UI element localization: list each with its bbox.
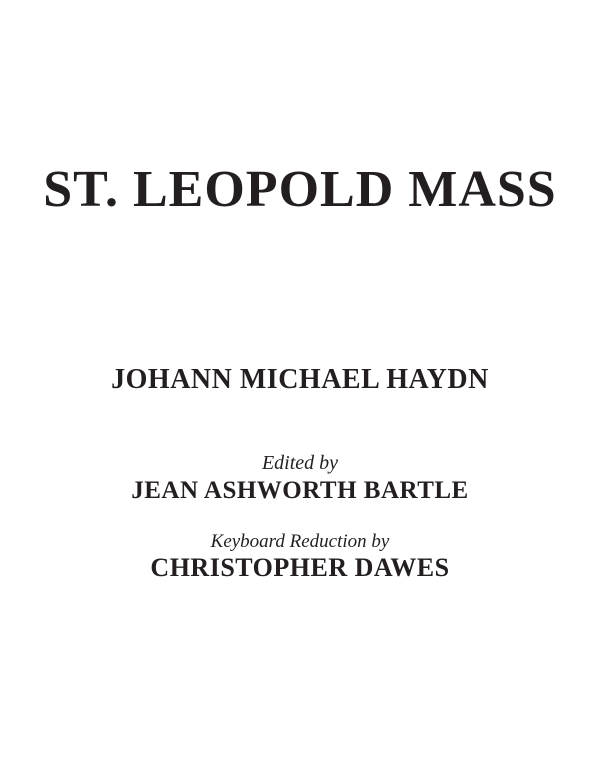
composer-name: JOHANN MICHAEL HAYDN bbox=[111, 364, 489, 395]
keyboard-arranger-name: CHRISTOPHER DAWES bbox=[150, 553, 450, 582]
keyboard-reduction-label: Keyboard Reduction by bbox=[210, 531, 390, 552]
edited-by-label: Edited by bbox=[261, 452, 339, 474]
work-title: ST. LEOPOLD MASS bbox=[43, 161, 557, 218]
editor-name: JEAN ASHWORTH BARTLE bbox=[131, 477, 469, 504]
